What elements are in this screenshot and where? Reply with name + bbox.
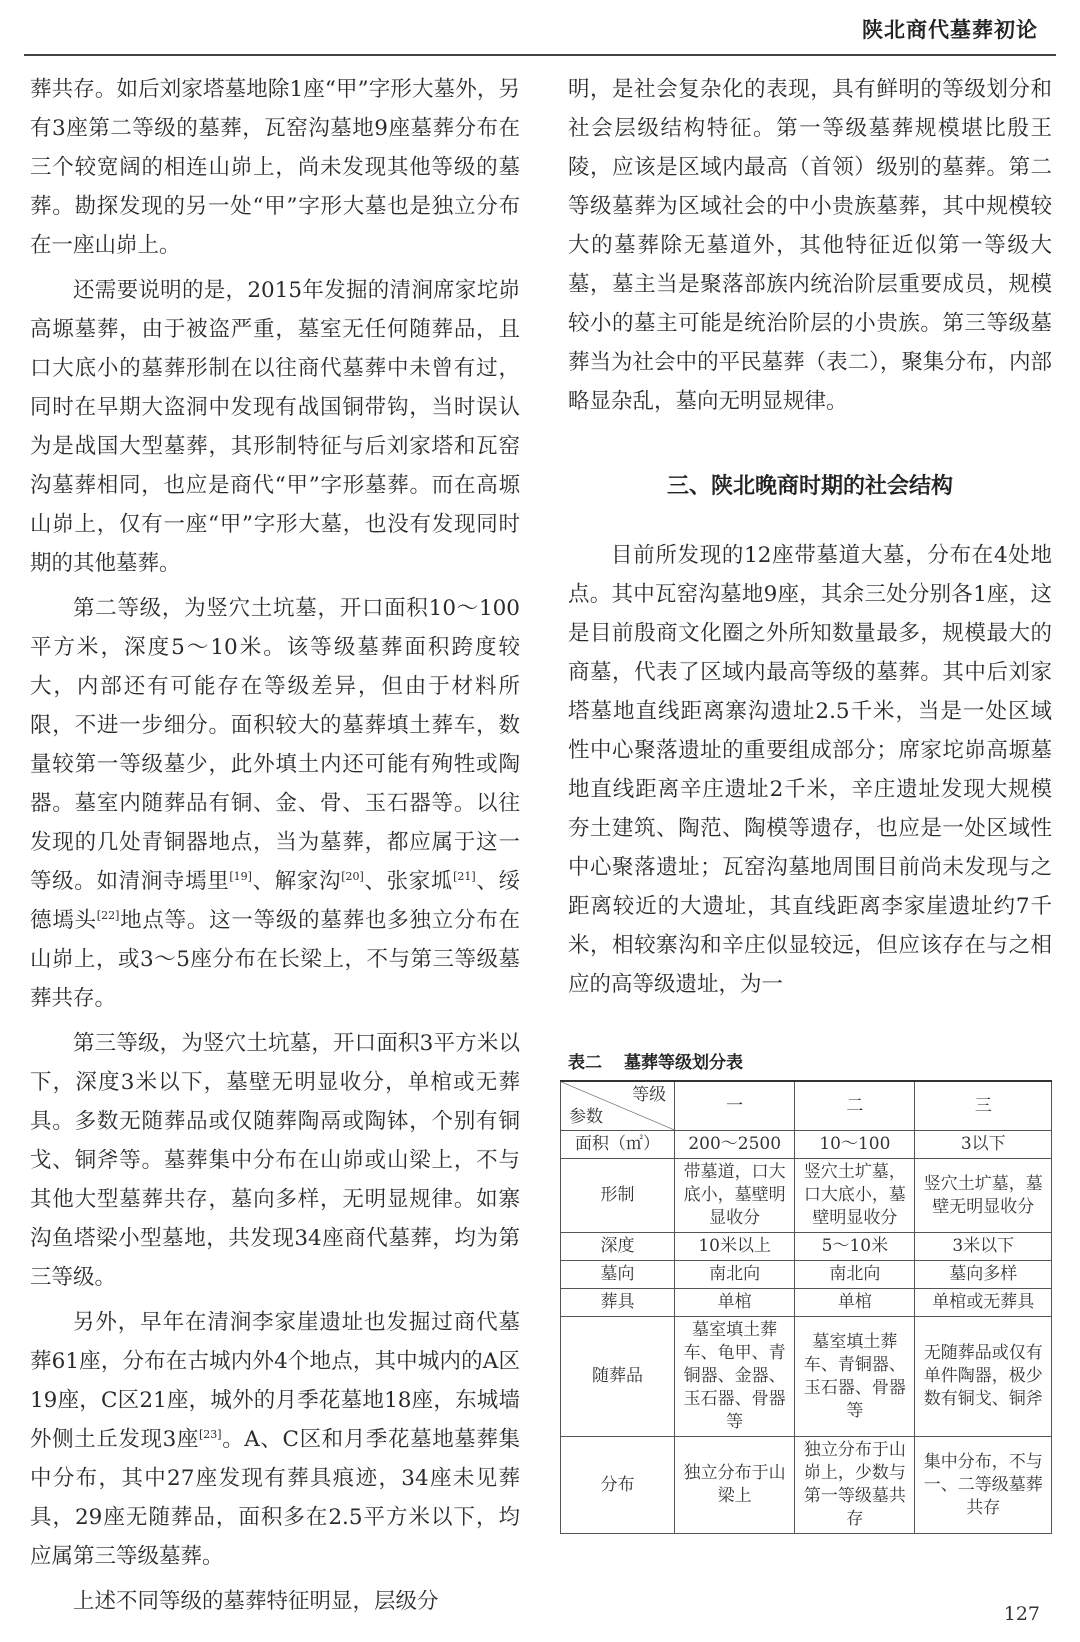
paragraph-text: 地点等。这一等级的墓葬也多独立分布在山峁上，或3～5座分布在长梁上，不与第三等级墓葬共存。 [30,908,520,1011]
row-label: 深度 [561,1233,675,1261]
header-grade-label: 等级 [632,1085,667,1105]
table-cell: 南北向 [795,1261,915,1289]
running-header-title: 陕北商代墓葬初论 [862,18,1038,42]
table-cell: 200～2500 [675,1131,795,1159]
paragraph-text: 、绥德墕头 [30,869,520,933]
row-label: 墓向 [561,1261,675,1289]
table-row [561,1159,1052,1233]
citation-21: [21] [453,869,476,883]
left-column [30,70,520,1627]
paragraph: 目前所发现的12座带墓道大墓，分布在4处地点。其中瓦窑沟墓地9座，其余三处分别各1座，这是目前殷商文化圈之外所知数量最多，规模最大的商墓，代表了区域内最高等级的墓葬。其中后刘家塔墓地直线距离寨沟遗址2.5千米，当是一处区域性中心聚落遗址的重要组成部分；席家坨峁高塬墓地直线距离辛庄遗址2千米，辛庄遗址发现大规模夯土建筑、陶范、陶模等遗存，也应是一处区域性中心聚落遗址；瓦窑沟墓地周围目前尚未发现与之距离较近的大遗址，其直线距离李家崖遗址约7千米，相较寨沟和辛庄似显较远，但应该存在与之相应的高等级遗址，为一 [568,543,1052,997]
header-divider [24,54,1056,56]
table-cell: 无随葬品或仅有单件陶器，极少数有铜戈、铜斧 [915,1317,1052,1437]
row-label: 分布 [561,1437,675,1534]
table-row [561,1233,1052,1261]
table-cell: 集中分布，不与一、二等级墓葬共存 [915,1437,1052,1534]
paragraph-lijiaya [30,1303,520,1576]
paragraph-text: 、张家坬 [363,869,454,894]
paragraph: 上述不同等级的墓葬特征明显，层级分 [73,1589,439,1614]
citation-23: [23] [199,1427,222,1441]
table-cell: 10～100 [795,1131,915,1159]
table-cell: 墓室填土葬车、龟甲、青铜器、金器、玉石器、骨器等 [675,1317,795,1437]
table-caption [568,1048,743,1073]
row-label: 葬具 [561,1289,675,1317]
citation-19: [19] [229,869,252,883]
table-cell: 南北向 [675,1261,795,1289]
paragraph-continued: 葬共存。如后刘家塔墓地除1座“甲”字形大墓外，另有3座第二等级的墓葬，瓦窑沟墓地9座墓葬分布在三个较宽阔的相连山峁上，尚未发现其他等级的墓葬。勘探发现的另一处“甲”字形大墓也是独立分布在一座山峁上。 [30,77,520,258]
table-cell: 单棺 [795,1289,915,1317]
paragraph-text: 、解家沟 [251,869,342,894]
paragraph-grade-three: 第三等级，为竖穴土坑墓，开口面积3平方米以下，深度3米以下，墓壁无明显收分，单棺或无葬具。多数无随葬品或仅随葬陶鬲或陶钵，个别有铜戈、铜斧等。墓葬集中分布在山峁或山梁上，不与其他大型墓葬共存，墓向多样，无明显规律。如寨沟鱼塔梁小型墓地，共发现34座商代墓葬，均为第三等级。 [30,1031,520,1290]
table-cell: 竖穴土圹墓，墓壁无明显收分 [915,1159,1052,1233]
table-cell: 竖穴土圹墓，口大底小，墓壁明显收分 [795,1159,915,1233]
table-cell: 墓向多样 [915,1261,1052,1289]
table-cell: 独立分布于山梁上 [675,1437,795,1534]
table-row [561,1131,1052,1159]
table-cell: 单棺 [675,1289,795,1317]
table-row [561,1261,1052,1289]
paragraph-text: 。A、C区和月季花墓地墓葬集中分布，其中27座发现有葬具痕迹，34座未见葬具，29座无随葬品，面积多在2.5平方米以下，均应属第三等级墓葬。 [30,1427,520,1569]
table-cell: 5～10米 [795,1233,915,1261]
table-cell: 带墓道，口大底小，墓壁明显收分 [675,1159,795,1233]
table-cell: 3米以下 [915,1233,1052,1261]
table-row [561,1437,1052,1534]
table-header-row [561,1081,1052,1131]
table-cell: 10米以上 [675,1233,795,1261]
table-number: 表二 [568,1053,602,1073]
grade-header-2: 二 [795,1081,915,1131]
table-row [561,1289,1052,1317]
row-label: 面积（㎡） [561,1131,675,1159]
grade-table [560,1080,1052,1534]
paragraph-continued: 明，是社会复杂化的表现，具有鲜明的等级划分和社会层级结构特征。第一等级墓葬规模堪比殷王陵，应该是区域内最高（首领）级别的墓葬。第二等级墓葬为区域社会的中小贵族墓葬，其中规模较大的墓葬除无墓道外，其他特征近似第一等级大墓，墓主当是聚落部族内统治阶层重要成员，规模较小的墓主可能是统治阶层的小贵族。第三等级墓葬当为社会中的平民墓葬（表二），聚集分布，内部略显杂乱，墓向无明显规律。 [568,77,1052,414]
table-row [561,1317,1052,1437]
row-label: 形制 [561,1159,675,1233]
paragraph-text: 另外，早年在清涧李家崖遗址也发掘过商代墓葬61座，分布在古城内外4个地点，其中城内的A区19座，C区21座，城外的月季花墓地18座，东城墙外侧土丘发现3座 [30,1310,520,1452]
table-cell: 3以下 [915,1131,1052,1159]
paragraph-text: 第二等级，为竖穴土坑墓，开口面积10～100平方米，深度5～10米。该等级墓葬面积跨度较大，内部还有可能存在等级差异，但由于材料所限，不进一步细分。面积较大的墓葬填土葬车，数量较第一等级墓少，此外填土内还可能有殉牲或陶器。墓室内随葬品有铜、金、骨、玉石器等。以往发现的几处青铜器地点，当为墓葬，都应属于这一等级。如清涧寺墕里 [30,596,520,894]
page-number: 127 [1003,1603,1040,1625]
grade-header-1: 一 [675,1081,795,1131]
section-heading: 三、陕北晚商时期的社会结构 [666,474,953,499]
row-label: 随葬品 [561,1317,675,1437]
paragraph-grade-two [30,589,520,1018]
table-cell: 独立分布于山峁上，少数与第一等级墓共存 [795,1437,915,1534]
header-param-label: 参数 [569,1107,603,1127]
table-cell: 墓室填土葬车、青铜器、玉石器、骨器等 [795,1317,915,1437]
table-title: 墓葬等级划分表 [624,1053,743,1073]
grade-header-3: 三 [915,1081,1052,1131]
table-corner-cell [561,1081,675,1131]
right-column [568,70,1052,1010]
citation-22: [22] [96,908,120,922]
paragraph: 还需要说明的是，2015年发掘的清涧席家坨峁高塬墓葬，由于被盗严重，墓室无任何随葬品，且口大底小的墓葬形制在以往商代墓葬中未曾有过，同时在早期大盗洞中发现有战国铜带钩，当时误认为是战国大型墓葬，其形制特征与后刘家塔和瓦窑沟墓葬相同，也应是商代“甲”字形墓葬。而在高塬山峁上，仅有一座“甲”字形大墓，也没有发现同时期的其他墓葬。 [30,278,520,576]
table-cell: 单棺或无葬具 [915,1289,1052,1317]
citation-20: [20] [341,869,364,883]
